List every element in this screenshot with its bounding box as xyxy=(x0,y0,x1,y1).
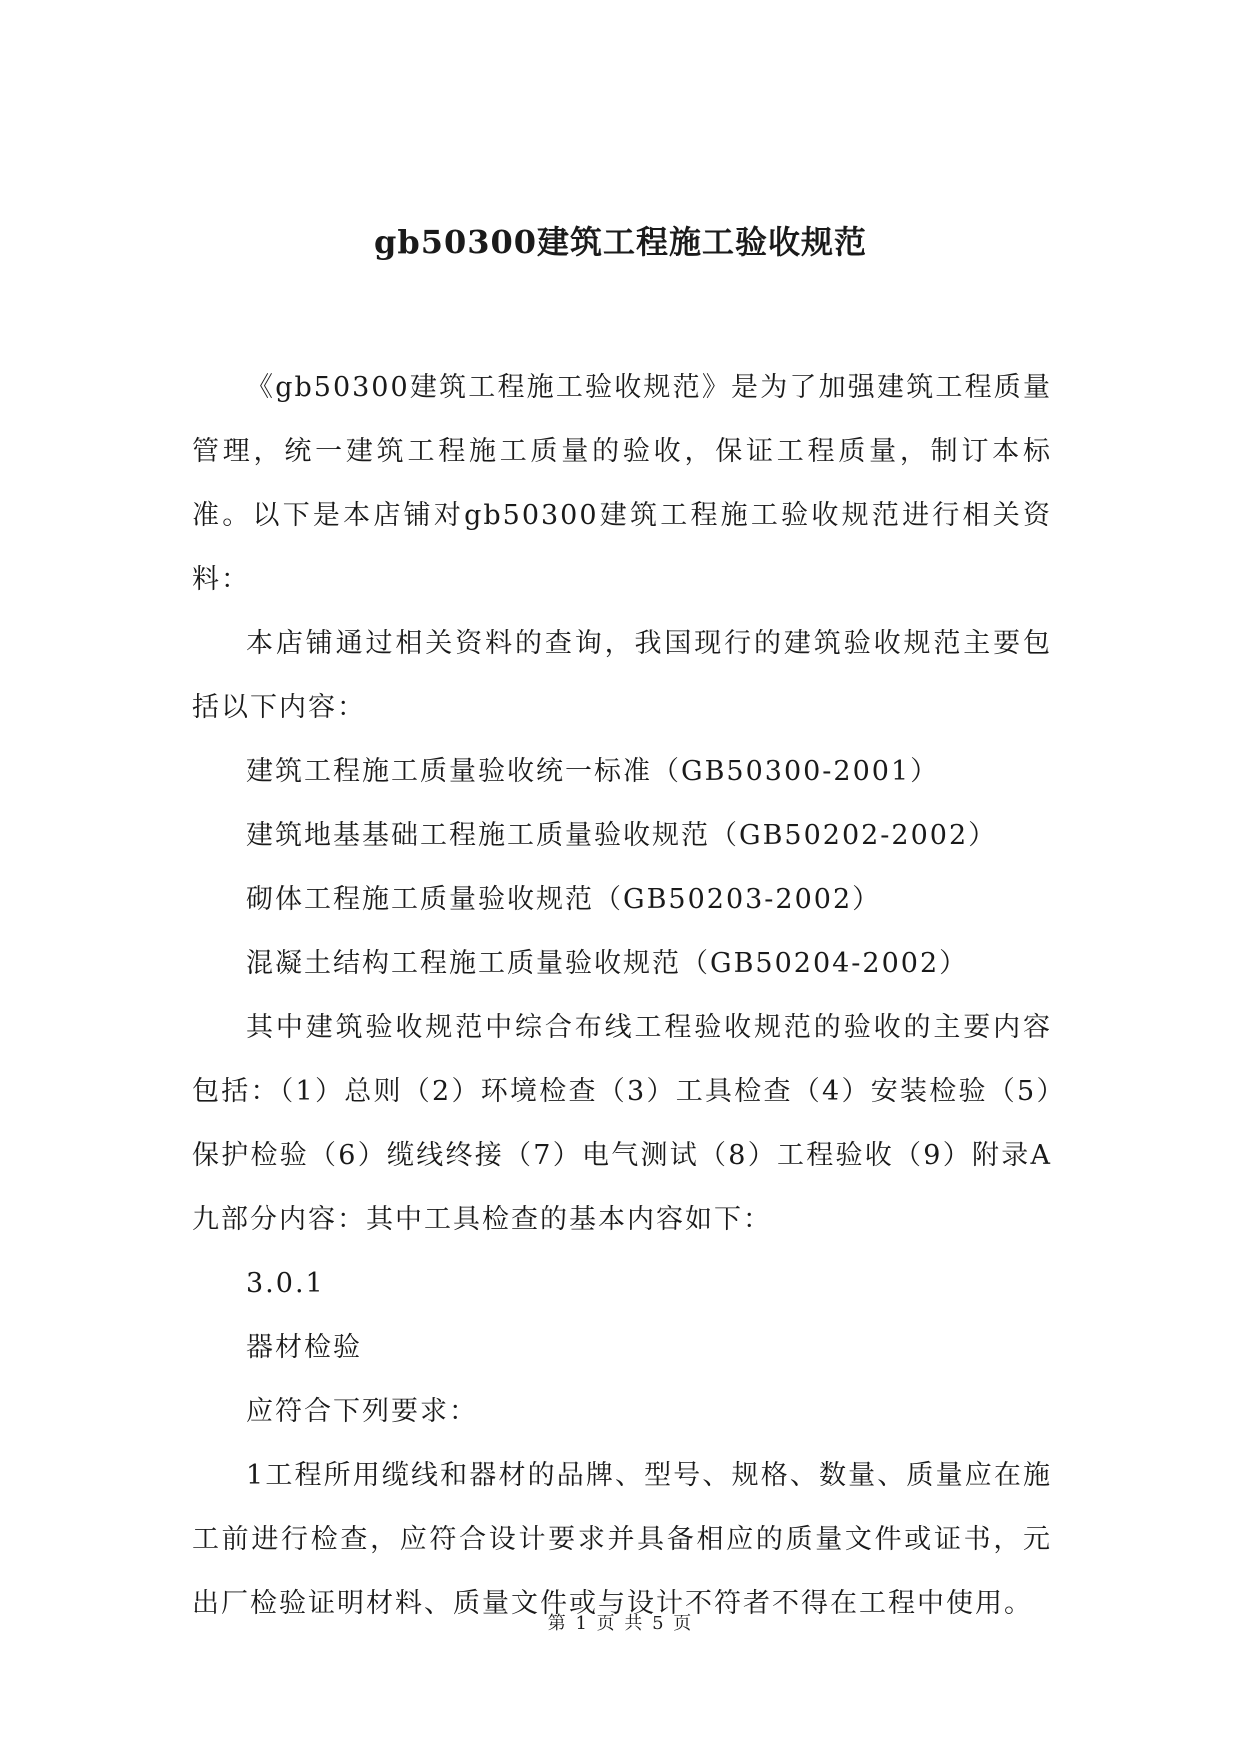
paragraph: 其中建筑验收规范中综合布线工程验收规范的验收的主要内容包括：（1）总则（2）环境检查（3）工具检查（4）安装检验（5）保护检验（6）缆线终接（7）电气测试（8）工程验收（9）附录A九部分内容：其中工具检查的基本内容如下： xyxy=(192,1012,1052,1235)
document-body xyxy=(192,356,1052,1636)
paragraph: 砌体工程施工质量验收规范（GB50203-2002） xyxy=(246,884,882,915)
document-title: gb50300建筑工程施工验收规范 xyxy=(373,223,868,261)
page-footer: 第 1 页 共 5 页 xyxy=(547,1613,694,1634)
paragraph: 应符合下列要求： xyxy=(246,1396,478,1427)
paragraph: 3.0.1 xyxy=(246,1268,325,1299)
paragraph: 1工程所用缆线和器材的品牌、型号、规格、数量、质量应在施工前进行检查，应符合设计要求并具备相应的质量文件或证书，元出厂检验证明材料、质量文件或与设计不符者不得在工程中使用。 xyxy=(192,1460,1052,1619)
paragraph: 器材检验 xyxy=(246,1332,362,1363)
paragraph: 建筑工程施工质量验收统一标准（GB50300-2001） xyxy=(246,756,940,787)
paragraph: 本店铺通过相关资料的查询，我国现行的建筑验收规范主要包括以下内容： xyxy=(192,628,1052,723)
paragraph: 混凝土结构工程施工质量验收规范（GB50204-2002） xyxy=(246,948,969,979)
paragraph: 建筑地基基础工程施工质量验收规范（GB50202-2002） xyxy=(246,820,998,851)
paragraph: 《gb50300建筑工程施工验收规范》是为了加强建筑工程质量管理，统一建筑工程施工质量的验收，保证工程质量，制订本标准。以下是本店铺对gb50300建筑工程施工验收规范进行相关资料： xyxy=(192,372,1052,595)
